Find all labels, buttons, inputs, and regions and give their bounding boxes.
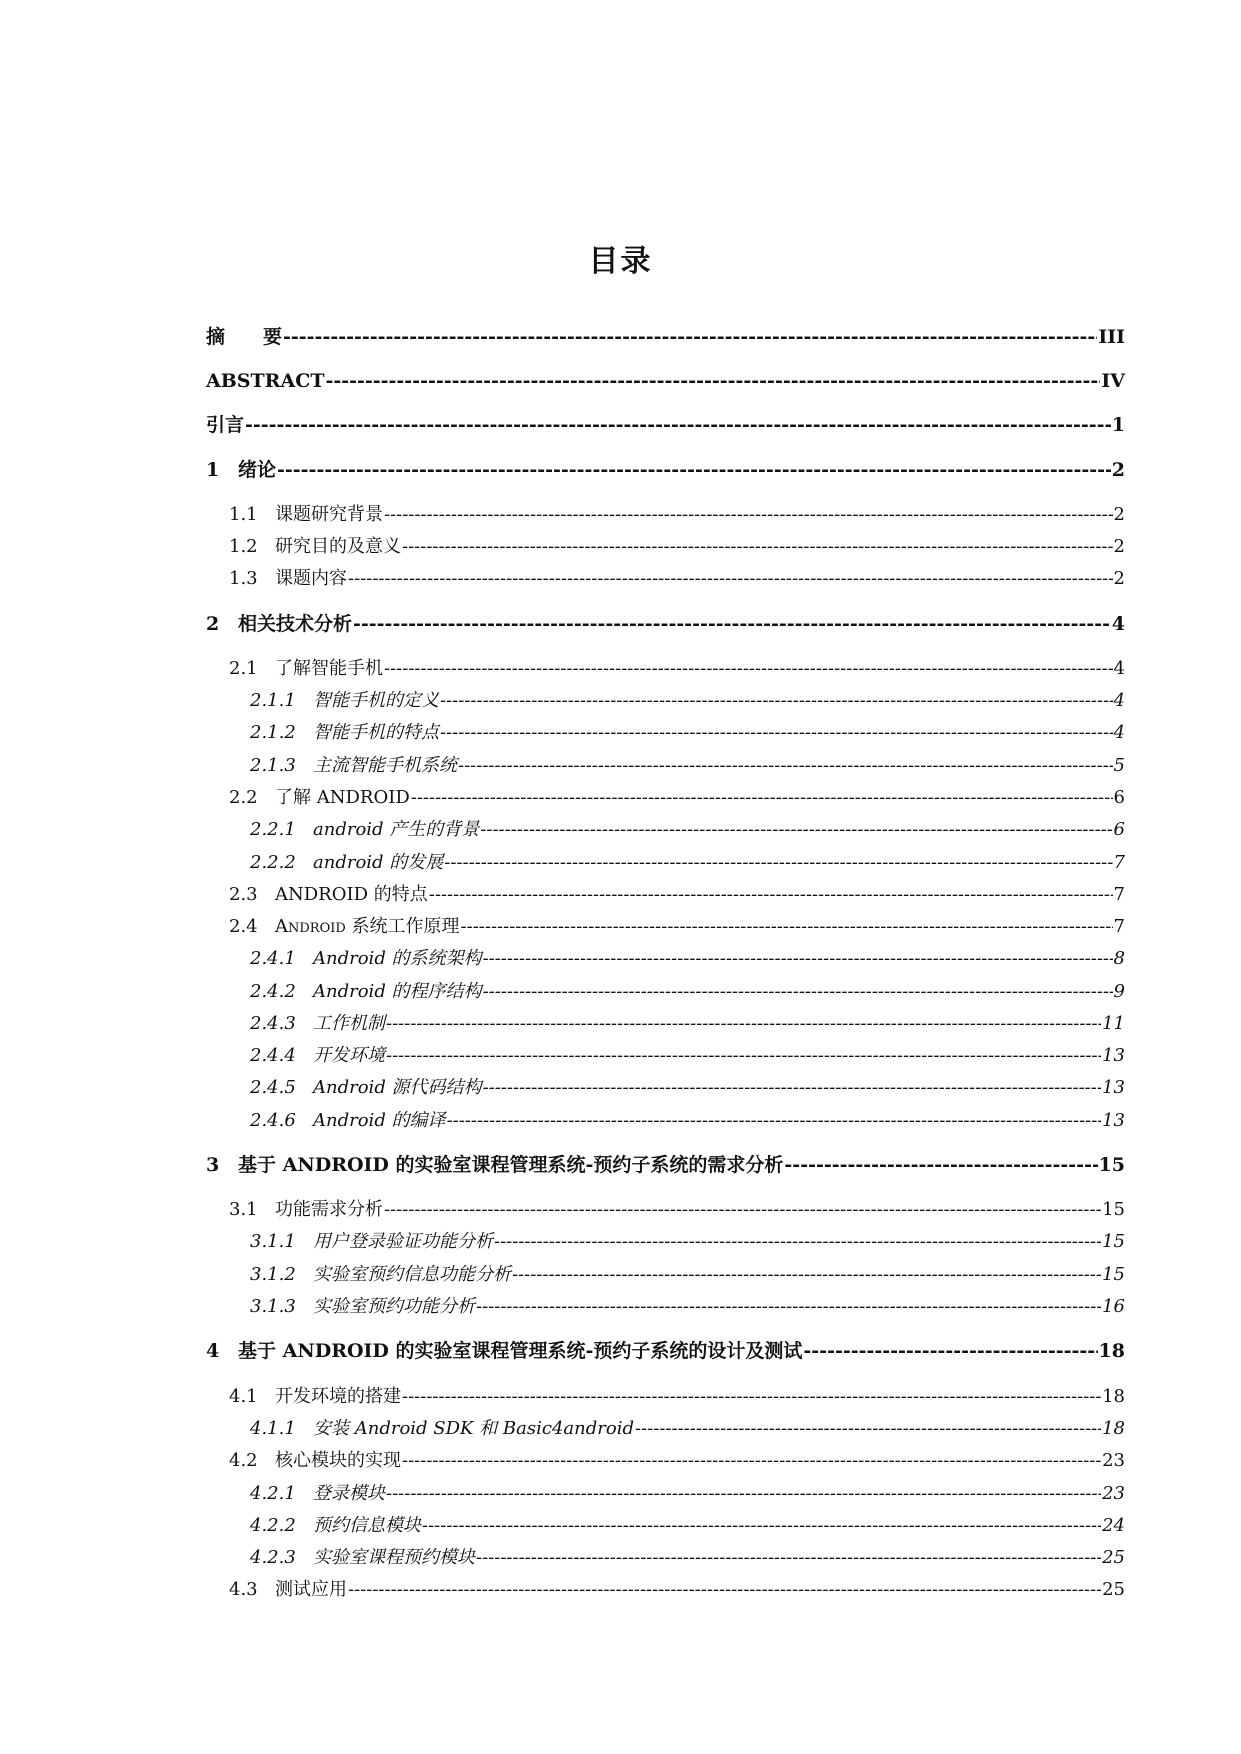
toc-entry-page: 8 xyxy=(1113,948,1125,969)
toc-entry[interactable] xyxy=(229,1197,1125,1223)
dot-leader xyxy=(512,1262,1101,1288)
toc-entry[interactable] xyxy=(206,457,1125,483)
toc-entry[interactable] xyxy=(250,1481,1125,1507)
toc-entry[interactable] xyxy=(229,882,1125,908)
toc-entry-page: 5 xyxy=(1113,755,1125,776)
toc-entry-label: Android 的编译 xyxy=(313,1110,446,1131)
toc-entry-page: 13 xyxy=(1102,1110,1125,1131)
toc-entry[interactable] xyxy=(206,412,1125,438)
toc-entry-label: 测试应用 xyxy=(275,1579,347,1600)
toc-entry[interactable] xyxy=(206,324,1125,350)
toc-entry-number: 2.4.2 xyxy=(250,981,296,1002)
toc-entry-label: 功能需求分析 xyxy=(275,1199,383,1220)
toc-entry-label: 基于 ANDROID 的实验室课程管理系统-预约子系统的设计及测试 xyxy=(238,1340,803,1362)
dot-leader xyxy=(447,1108,1102,1134)
dot-leader xyxy=(422,1513,1101,1539)
toc-entry-label: ABSTRACT xyxy=(206,370,325,392)
dot-leader xyxy=(635,1416,1101,1442)
toc-entry[interactable] xyxy=(250,1229,1125,1255)
toc-entry-page: 25 xyxy=(1102,1579,1125,1600)
dot-leader xyxy=(444,850,1112,876)
dot-leader xyxy=(283,324,1097,350)
toc-entry-page: 4 xyxy=(1111,613,1125,635)
toc-entry-page: 15 xyxy=(1102,1199,1125,1220)
toc-entry-page: 6 xyxy=(1113,787,1125,808)
toc-entry-number: 2.1.1 xyxy=(250,690,296,711)
toc-entry-label: 相关技术分析 xyxy=(238,613,353,635)
toc-entry-label: 登录模块 xyxy=(313,1483,385,1504)
dot-leader xyxy=(803,1338,1097,1364)
toc-entry-page: 2 xyxy=(1113,536,1125,557)
toc-entry[interactable] xyxy=(250,1011,1125,1037)
toc-entry-number: 3.1.1 xyxy=(250,1231,296,1252)
toc-entry-number: 2.3 xyxy=(229,884,258,905)
toc-entry[interactable] xyxy=(206,368,1125,394)
toc-entry-number: 4.3 xyxy=(229,1579,258,1600)
toc-entry-number: 3.1 xyxy=(229,1199,258,1220)
toc-entry-page: 4 xyxy=(1113,690,1125,711)
toc-entry-number: 4.1.1 xyxy=(250,1418,296,1439)
toc-entry[interactable] xyxy=(250,1294,1125,1320)
dot-leader xyxy=(348,1577,1101,1603)
dot-leader xyxy=(386,1481,1101,1507)
toc-entry-page: 2 xyxy=(1111,459,1125,481)
toc-entry[interactable] xyxy=(229,656,1125,682)
dot-leader xyxy=(402,1384,1101,1410)
dot-leader xyxy=(277,457,1111,483)
dot-leader xyxy=(461,914,1113,940)
toc-entry-page: 7 xyxy=(1113,852,1125,873)
toc-entry[interactable] xyxy=(250,946,1125,972)
toc-entry-page: 4 xyxy=(1113,722,1125,743)
toc-entry-number: 1.2 xyxy=(229,536,258,557)
toc-entry[interactable] xyxy=(229,566,1125,592)
toc-entry-page: 1 xyxy=(1111,414,1125,436)
toc-entry-number: 1.1 xyxy=(229,504,258,525)
toc-entry[interactable] xyxy=(250,817,1125,843)
toc-entry[interactable] xyxy=(250,720,1125,746)
dot-leader xyxy=(440,688,1113,714)
toc-entry-label: Android 的程序结构 xyxy=(313,981,482,1002)
toc-entry-label: 实验室预约功能分析 xyxy=(313,1296,475,1317)
dot-leader xyxy=(429,882,1113,908)
dot-leader xyxy=(458,753,1113,779)
toc-entry-number: 4.1 xyxy=(229,1386,258,1407)
toc-entry-label: 基于 ANDROID 的实验室课程管理系统-预约子系统的需求分析 xyxy=(238,1154,784,1176)
dot-leader xyxy=(483,979,1113,1005)
toc-entry-page: 24 xyxy=(1102,1515,1125,1536)
toc-entry-number: 4 xyxy=(206,1340,220,1362)
toc-entry[interactable] xyxy=(250,1108,1125,1134)
toc-entry-page: 9 xyxy=(1113,981,1125,1002)
dot-leader xyxy=(784,1152,1097,1178)
toc-entry-page: 25 xyxy=(1102,1547,1125,1568)
toc-entry-label: Android 源代码结构 xyxy=(313,1077,482,1098)
toc-entry-label: 实验室预约信息功能分析 xyxy=(313,1264,511,1285)
dot-leader xyxy=(402,1448,1101,1474)
toc-entry-number: 2.2 xyxy=(229,787,258,808)
toc-entry-page: 18 xyxy=(1098,1340,1125,1362)
toc-entry-number: 4.2.1 xyxy=(250,1483,296,1504)
toc-entry[interactable] xyxy=(250,1262,1125,1288)
dot-leader xyxy=(402,534,1113,560)
toc-entry-number: 3.1.3 xyxy=(250,1296,296,1317)
toc-entry-page: 6 xyxy=(1113,819,1125,840)
dot-leader xyxy=(483,1075,1102,1101)
toc-entry-number: 2.1 xyxy=(229,658,258,679)
toc-entry[interactable] xyxy=(229,785,1125,811)
dot-leader xyxy=(348,566,1113,592)
toc-entry-label: 预约信息模块 xyxy=(313,1515,421,1536)
toc-entry-page: 11 xyxy=(1102,1013,1125,1034)
toc-entry[interactable] xyxy=(250,688,1125,714)
toc-entry-number: 2.2.1 xyxy=(250,819,296,840)
toc-entry-number: 4.2.3 xyxy=(250,1547,296,1568)
toc-entry-label: 绪论 xyxy=(238,459,277,481)
toc-entry-number: 3.1.2 xyxy=(250,1264,296,1285)
toc-entry-label: 智能手机的特点 xyxy=(313,722,439,743)
toc-entry[interactable] xyxy=(250,979,1125,1005)
toc-entry[interactable] xyxy=(206,1152,1125,1178)
toc-entry[interactable] xyxy=(206,611,1125,637)
toc-entry-label: android 的发展 xyxy=(313,852,444,873)
toc-entry-page: 15 xyxy=(1102,1231,1125,1252)
toc-entry-page: 2 xyxy=(1113,504,1125,525)
toc-entry-label: 工作机制 xyxy=(313,1013,385,1034)
toc-entry-page: 23 xyxy=(1102,1483,1125,1504)
dot-leader xyxy=(480,817,1112,843)
toc-entry-number: 2.4.4 xyxy=(250,1045,296,1066)
toc-entry-number: 2.4.3 xyxy=(250,1013,296,1034)
dot-leader xyxy=(386,1043,1101,1069)
toc-entry-label: android 产生的背景 xyxy=(313,819,480,840)
toc-entry-page: 18 xyxy=(1102,1386,1125,1407)
toc-entry-label: 了解 ANDROID xyxy=(275,787,410,808)
toc-entry-page: 13 xyxy=(1102,1045,1125,1066)
toc-entry-number: 4.2.2 xyxy=(250,1515,296,1536)
toc-entry-label: 实验室课程预约模块 xyxy=(313,1547,475,1568)
toc-entry-number: 2.4 xyxy=(229,916,258,937)
toc-entry[interactable] xyxy=(229,1384,1125,1410)
toc-entry-number: 2.1.3 xyxy=(250,755,296,776)
toc-entry-page: 18 xyxy=(1102,1418,1125,1439)
toc-entry-number: 3 xyxy=(206,1154,220,1176)
toc-entry[interactable] xyxy=(250,1075,1125,1101)
toc-entry[interactable] xyxy=(229,1448,1125,1474)
toc-entry-page: 7 xyxy=(1113,916,1125,937)
toc-entry[interactable] xyxy=(229,914,1125,940)
toc-entry-label: 了解智能手机 xyxy=(275,658,383,679)
toc-entry-page: III xyxy=(1098,326,1125,348)
dot-leader xyxy=(353,611,1111,637)
dot-leader xyxy=(245,412,1111,438)
toc-entry-label: 核心模块的实现 xyxy=(275,1450,401,1471)
toc-entry-page: 16 xyxy=(1102,1296,1125,1317)
toc-entry-page: 2 xyxy=(1113,568,1125,589)
toc-entry-page: 7 xyxy=(1113,884,1125,905)
toc-entry-label: 开发环境 xyxy=(313,1045,385,1066)
toc-entry-number: 2.4.6 xyxy=(250,1110,296,1131)
toc-entry-label: 安装 Android SDK 和 Basic4android xyxy=(313,1418,634,1439)
toc-entry-number: 4.2 xyxy=(229,1450,258,1471)
toc-entry-label: 主流智能手机系统 xyxy=(313,755,457,776)
toc-entry-number: 1 xyxy=(206,459,220,481)
dot-leader xyxy=(384,656,1113,682)
toc-entry-label: 摘 要 xyxy=(206,326,283,348)
toc-entry-label: Android 系统工作原理 xyxy=(275,916,460,937)
dot-leader xyxy=(384,502,1113,528)
dot-leader xyxy=(440,720,1113,746)
toc-entry-label: 智能手机的定义 xyxy=(313,690,439,711)
toc-entry-number: 2 xyxy=(206,613,220,635)
toc-entry-label: 研究目的及意义 xyxy=(275,536,401,557)
toc-entry[interactable] xyxy=(250,1513,1125,1539)
toc-entry[interactable] xyxy=(250,850,1125,876)
page-title: 目录 xyxy=(588,244,653,279)
toc-entry-label: 课题研究背景 xyxy=(275,504,383,525)
toc-entry[interactable] xyxy=(250,1416,1125,1442)
toc-entry-number: 2.1.2 xyxy=(250,722,296,743)
dot-leader xyxy=(476,1294,1101,1320)
toc-entry-number: 2.4.1 xyxy=(250,948,296,969)
toc-entry[interactable] xyxy=(206,1338,1125,1364)
toc-entry[interactable] xyxy=(229,1577,1125,1603)
toc-entry-page: 4 xyxy=(1113,658,1125,679)
toc-entry[interactable] xyxy=(229,534,1125,560)
dot-leader xyxy=(494,1229,1101,1255)
toc-entry-number: 2.2.2 xyxy=(250,852,296,873)
toc-entry-number: 2.4.5 xyxy=(250,1077,296,1098)
dot-leader xyxy=(386,1011,1101,1037)
dot-leader xyxy=(325,368,1100,394)
toc-entry-label: 课题内容 xyxy=(275,568,347,589)
toc-entry-label: ANDROID 的特点 xyxy=(275,884,428,905)
toc-entry[interactable] xyxy=(250,1043,1125,1069)
toc-entry-label: 引言 xyxy=(206,414,245,436)
toc-entry[interactable] xyxy=(250,753,1125,779)
toc-entry-page: 23 xyxy=(1102,1450,1125,1471)
toc-entry[interactable] xyxy=(250,1545,1125,1571)
dot-leader xyxy=(476,1545,1101,1571)
toc-entry-label: Android 的系统架构 xyxy=(313,948,482,969)
toc-entry-page: 13 xyxy=(1102,1077,1125,1098)
toc-entry-label: 用户登录验证功能分析 xyxy=(313,1231,493,1252)
toc-entry[interactable] xyxy=(229,502,1125,528)
toc-entry-page: IV xyxy=(1101,370,1125,392)
dot-leader xyxy=(483,946,1113,972)
toc-entry-page: 15 xyxy=(1102,1264,1125,1285)
toc-entry-label: 开发环境的搭建 xyxy=(275,1386,401,1407)
dot-leader xyxy=(411,785,1113,811)
toc-entry-page: 15 xyxy=(1098,1154,1125,1176)
dot-leader xyxy=(384,1197,1101,1223)
toc-entry-number: 1.3 xyxy=(229,568,258,589)
